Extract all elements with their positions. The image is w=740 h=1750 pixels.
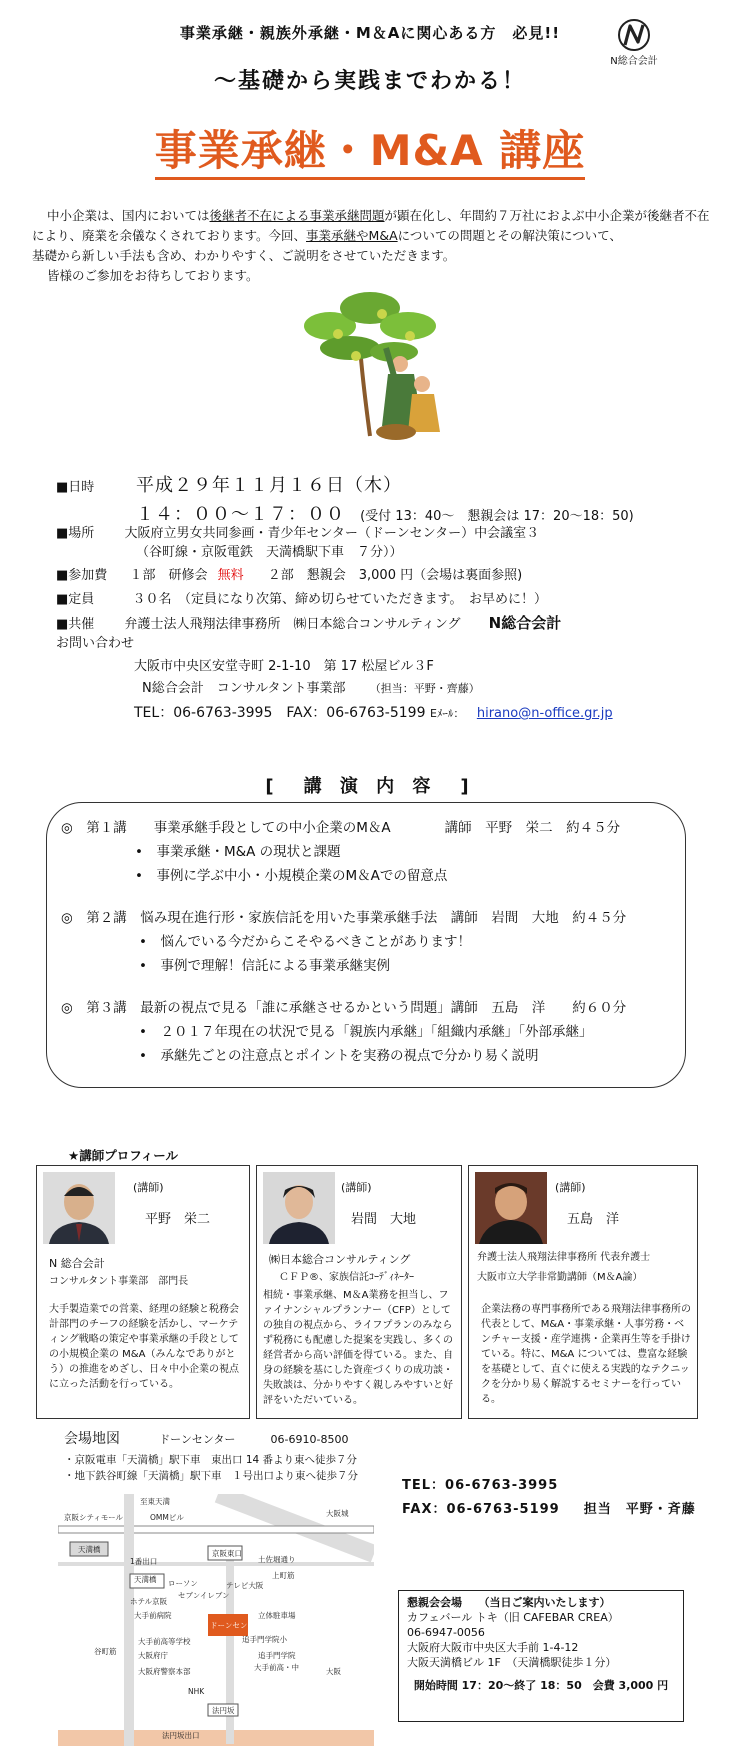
- profile-role: (講師): [341, 1181, 372, 1194]
- fee-free: 無料: [217, 568, 244, 583]
- fee-label: ■参加費: [56, 568, 108, 583]
- map-label: ホテル京阪: [130, 1597, 168, 1606]
- fee-part1: １部 研修会: [129, 568, 208, 583]
- map-label: 法円坂: [212, 1706, 235, 1715]
- intro-text: 基礎から新しい手法も含め、わかりやすく、ご説明をさせていただきます。: [32, 248, 456, 263]
- profile-title: 大阪市立大学非常勤講師（M＆A論）: [477, 1272, 643, 1283]
- time-row: [136, 500, 634, 526]
- profile-card-iwama: [256, 1165, 462, 1419]
- fee-row: [56, 566, 522, 586]
- map-label: 至東天満: [140, 1497, 170, 1506]
- lecture-1-point: • 事例に学ぶ中小・小規模企業のM＆Aでの留意点: [135, 868, 448, 884]
- tree-harvest-illustration: [290, 286, 450, 446]
- map-venue-tel: 06-6910-8500: [270, 1433, 349, 1446]
- profile-name: 平野 栄二: [145, 1212, 211, 1227]
- goshima-photo: [475, 1172, 547, 1244]
- contact-tel: TEL：06-6763-3995: [402, 1478, 559, 1493]
- page-title: [0, 118, 740, 178]
- page-title-text: 事業承継・M&A 講座: [155, 126, 586, 180]
- profile-org: 弁護士法人飛翔法律事務所 代表弁護士: [477, 1252, 651, 1263]
- capacity-row: [56, 590, 547, 610]
- lecture-section-title: [ 講 演 内 容 ]: [265, 776, 475, 797]
- map-label: 大阪: [326, 1667, 341, 1676]
- party-address: 大阪府大阪市中央区大手前 1-4-12: [407, 1641, 579, 1654]
- profile-name: 五島 洋: [567, 1212, 620, 1227]
- map-label: 法円坂出口: [162, 1731, 200, 1740]
- logo-text: N総合会計: [610, 56, 658, 67]
- inquiry-department: [142, 678, 480, 700]
- party-tel: 06-6947-0056: [407, 1626, 485, 1639]
- map-header: [64, 1428, 348, 1448]
- map-label: 京阪東口: [212, 1549, 242, 1558]
- contact-fax-row: [402, 1498, 696, 1522]
- fee-part2: ２部 懇親会 3,000 円（会場は裏面参照): [267, 568, 523, 583]
- map-label: 大阪府庁: [138, 1651, 168, 1660]
- map-access: ・京阪電車「天満橋」駅下車 東出口 14 番より東へ徒歩７分: [64, 1454, 358, 1466]
- lecture-3-point: • 承継先ごとの注意点とポイントを実務の視点で分かり易く説明: [139, 1048, 539, 1064]
- map-label: 大阪府警察本部: [138, 1667, 191, 1676]
- contact-fax: FAX：06-6763-5199: [402, 1502, 560, 1517]
- date-label: ■日時: [56, 480, 95, 495]
- intro-underline: 事業承継や: [306, 228, 369, 243]
- map-title: 会場地図: [64, 1431, 120, 1447]
- lecture-2-heading: ◎ 第２講 悩み現在進行形・家族信託を用いた事業承継手法 講師 岩間 大地 約４５分: [61, 910, 627, 926]
- n-logo-icon: [615, 18, 653, 52]
- iwama-photo: [263, 1172, 335, 1244]
- profile-name: 岩間 大地: [351, 1212, 417, 1227]
- map-label: 京阪シティモール: [64, 1513, 123, 1522]
- tel-fax: TEL：06-6763-3995 FAX：06-6763-5199: [134, 705, 426, 721]
- party-info-box: [398, 1590, 684, 1722]
- inquiry-label: お問い合わせ: [56, 636, 135, 651]
- party-time: 開始時間 17：20〜終了 18：50 会費 3,000 円: [413, 1679, 669, 1692]
- profile-org: ㈱日本総合コンサルティング: [269, 1253, 411, 1266]
- date-row: [56, 475, 402, 498]
- profile-heading: ★講師プロフィール: [68, 1148, 178, 1163]
- venue-value: 大阪府立男女共同参画・青少年センター（ドーンセンター）中会議室３: [124, 526, 540, 541]
- capacity-label: ■定員: [56, 592, 95, 607]
- map-label: 追手門学院: [258, 1651, 296, 1660]
- party-building: 大阪天満橋ビル 1F （天満橋駅徒歩１分）: [407, 1656, 617, 1669]
- intro-text: 中小企業は、国内においては: [47, 208, 210, 223]
- lecture-box: [46, 802, 686, 1088]
- party-title: 懇親会会場 （当日ご案内いたします）: [407, 1596, 611, 1609]
- map-label: 天満橋: [78, 1545, 101, 1554]
- map-label: OMMビル: [150, 1513, 184, 1522]
- time-value: １４：００〜１７：００: [136, 504, 345, 525]
- email-label: Eﾒｰﾙ：: [429, 707, 465, 720]
- profile-card-goshima: [468, 1165, 698, 1419]
- map-label: 上町筋: [272, 1571, 295, 1580]
- profile-title: ＣＦＰ®、家族信託ｺｰﾃﾞｨﾈｰﾀｰ: [279, 1272, 414, 1283]
- sponsor-logo: N総合会計: [488, 614, 562, 632]
- lecture-1-heading: ◎ 第１講 事業承継手段としての中小企業のM＆A 講師 平野 栄二 約４５分: [61, 820, 621, 836]
- header-lead: 事業承継・親族外承継・M＆Aに関心ある方 必見!!: [179, 24, 561, 42]
- map-label: テレビ大阪: [226, 1581, 264, 1590]
- map-label: セブンイレブン: [178, 1591, 230, 1600]
- venue-map-section: [58, 1428, 374, 1748]
- lecture-1-point: • 事業承継・M&A の現状と課題: [135, 844, 341, 860]
- map-label: 追手門学院小: [242, 1635, 287, 1644]
- contact-block: [402, 1474, 696, 1522]
- profile-description: 企業法務の専門事務所である飛翔法律事務所の代表として、M&A・事業承継・人事労務・ベンチャー支援・産学連携・企業再生等を手掛けている。特に、M&A については、豊富な経験を基礎として、直ぐに使える実践的なテクニックを分かり易く解説するセミナーを行っている。: [481, 1304, 691, 1405]
- lecture-3-heading: ◎ 第３講 最新の視点で見る「誰に承継させるかという問題」講師 五島 洋 約６０分: [61, 1000, 627, 1016]
- contact-staff: 担当 平野・斉藤: [583, 1502, 696, 1517]
- venue-label: ■場所: [56, 526, 95, 541]
- sponsor-label: ■共催: [56, 617, 95, 632]
- department-name: N総合会計 コンサルタント事業部: [142, 681, 346, 696]
- intro-text: についての問題とその解決策について、: [397, 228, 622, 243]
- map-label: 立体駐車場: [258, 1611, 296, 1620]
- profile-card-hirano: [36, 1165, 250, 1419]
- staff-names: （担当：平野・齊藤）: [369, 682, 480, 695]
- inquiry-address: 大阪市中央区安堂寺町 2-1-10 第 17 松屋ビル３F: [134, 659, 434, 674]
- map-label: NHK: [188, 1687, 205, 1696]
- profile-title: コンサルタント事業部 部門長: [49, 1276, 189, 1287]
- venue-row: [56, 524, 539, 544]
- map-venue: ドーンセンター: [159, 1433, 236, 1446]
- map-label: 谷町筋: [94, 1647, 117, 1656]
- capacity-value: ３０名 （定員になり次第、締め切らせていただきます。 お早めに！）: [132, 592, 548, 607]
- venue-map[interactable]: [58, 1494, 374, 1746]
- intro-text: 皆様のご参加をお待ちしております。: [47, 268, 259, 283]
- time-note: (受付 13：40〜 懇親会は 17：20〜18：50): [360, 509, 634, 524]
- tel-fax-row: [134, 702, 613, 725]
- company-logo: [604, 18, 664, 67]
- map-access: ・地下鉄谷町線「天満橋」駅下車 １号出口より東へ徒歩７分: [64, 1470, 358, 1482]
- intro-paragraph: [32, 206, 716, 286]
- map-label: 大手前高・中: [254, 1663, 299, 1672]
- lecture-2-point: • 事例で理解！信託による事業承継実例: [139, 958, 390, 974]
- map-label: ローソン: [168, 1579, 198, 1588]
- subtitle: 〜基礎から実践までわかる！: [213, 69, 526, 94]
- profile-role: (講師): [133, 1181, 164, 1194]
- map-label: ドーンセンター: [210, 1621, 263, 1630]
- profile-role: (講師): [555, 1181, 586, 1194]
- lecture-3-point: • ２０１７年現在の状況で見る「親族内承継」「組織内承継」「外部承継」: [139, 1024, 593, 1040]
- date-value: 平成２９年１１月１６日（木）: [136, 475, 402, 496]
- map-label: 大手前病院: [134, 1611, 172, 1620]
- intro-text: が顕在化し、年間約７万社におよぶ中小企業が後継: [384, 208, 673, 223]
- profile-description: 大手製造業での営業、経理の経験と税務会計部門のチーフの経験を活かし、マーケティング戦略の策定や事業承継の手段としての小規模企業の M&A（みんなでありがとう）の推進をめざし、日々中小企業の視点に立った活動を行っている。: [49, 1304, 239, 1390]
- sponsor-row: [56, 613, 561, 635]
- hirano-photo: [43, 1172, 115, 1244]
- profile-description: 相続・事業承継、M＆A業務を担当し、ファイナンシャルプランナー（CFP）としての独自の視点から、ライフプランのみならず税務にも配慮した提案を実践し、多くの経営者から高い評価を得ている。また、自身の経験を基にした資産づくりの成功談・失敗談は、分かりやすく親しみやすいと好評をいただいている。: [263, 1290, 453, 1406]
- map-label: 1番出口: [130, 1557, 158, 1566]
- map-label: 大阪城: [326, 1509, 349, 1518]
- sponsor-value: 弁護士法人飛翔法律事務所 ㈱日本総合コンサルティング: [124, 617, 461, 632]
- venue-access: （谷町線・京阪電鉄 天満橋駅下車 ７分））: [136, 545, 403, 560]
- map-label: 大手前高等学校: [138, 1637, 191, 1646]
- lecture-2-point: • 悩んでいる今だからこそやるべきことがあります！: [139, 934, 471, 950]
- intro-underline: 後継者不在による事業承継問題: [209, 208, 385, 223]
- intro-text: 者不在により、廃業を余儀なくされております。今回、: [32, 208, 710, 243]
- email-link[interactable]: hirano@n-office.gr.jp: [476, 706, 613, 721]
- intro-underline: M&A: [368, 228, 398, 243]
- map-label: 土佐堀通り: [258, 1555, 296, 1564]
- map-label: 天満橋: [134, 1575, 157, 1584]
- profile-org: N 総合会計: [49, 1257, 105, 1270]
- party-venue-name: カフェバール トキ（旧 CAFEBAR CREA）: [407, 1611, 619, 1624]
